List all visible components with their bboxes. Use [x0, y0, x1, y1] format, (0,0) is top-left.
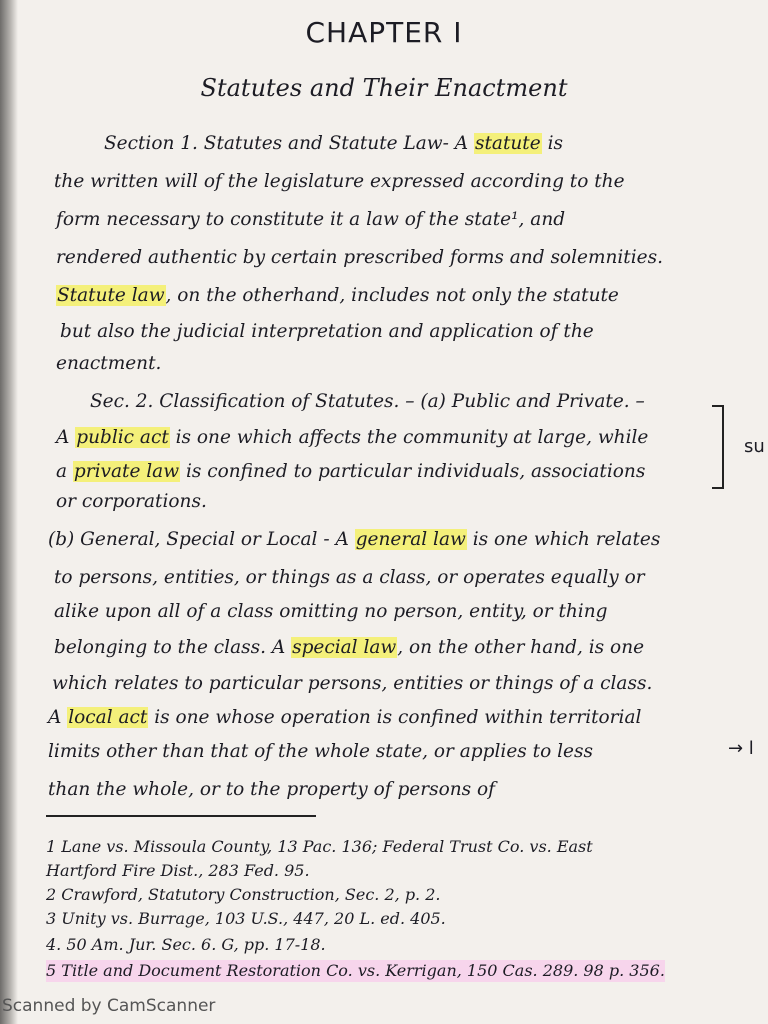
- sec2-line-8-start: belonging to the class. A: [54, 637, 292, 658]
- term-statute-law: Statute law: [57, 285, 165, 306]
- term-private-law: private law: [73, 461, 180, 482]
- footnote-1: 1 Lane vs. Missoula County, 13 Pac. 136; Federal Trust Co. vs. East: [46, 837, 593, 856]
- sec2-line-4: or corporations.: [56, 491, 207, 512]
- sec2-line-7: alike upon all of a class omitting no person, entity, or thing: [54, 601, 608, 622]
- sec1-line-6: but also the judicial interpretation and application of the: [60, 321, 594, 342]
- sec2-line-5-start: (b) General, Special or Local - A: [48, 529, 355, 550]
- sec2-line-5: [48, 528, 660, 552]
- margin-bracket: [712, 405, 724, 489]
- sec2-line-12: than the whole, or to the property of persons of: [48, 779, 495, 800]
- footnote-4: 4. 50 Am. Jur. Sec. 6. G, pp. 17-18.: [46, 935, 326, 954]
- sec1-line-7: enactment.: [56, 353, 162, 374]
- sec1-heading-text: Section 1. Statutes and Statute Law- A: [104, 133, 474, 154]
- footnote-5: 5 Title and Document Restoration Co. vs. Kerrigan, 150 Cas. 289. 98 p. 356.: [46, 961, 665, 980]
- sec2-line-3: [56, 460, 645, 484]
- sec1-line-5: [56, 284, 619, 308]
- sec2-line-9: which relates to particular persons, entities or things of a class.: [52, 673, 653, 694]
- term-statute: statute: [474, 133, 541, 154]
- sec2-line-3-end: is confined to particular individuals, associations: [180, 461, 646, 482]
- sec1-line-4: rendered authentic by certain prescribed forms and solemnities.: [56, 247, 663, 268]
- sec2-line-2-start: A: [56, 427, 76, 448]
- sec2-line-6: to persons, entities, or things as a class, or operates equally or: [54, 567, 645, 588]
- margin-note-arrow: → l: [728, 738, 754, 759]
- margin-note-su: su: [744, 436, 765, 457]
- term-public-act: public act: [76, 427, 169, 448]
- sec2-line-2-end: is one which affects the community at large, while: [169, 427, 649, 448]
- sec2-line-10-end: is one whose operation is confined within territorial: [148, 707, 642, 728]
- page-edge-shadow: [0, 0, 18, 1024]
- term-general-law: general law: [355, 529, 466, 550]
- sec1-line-5-end: , on the otherhand, includes not only the statute: [165, 285, 619, 306]
- term-local-act: local act: [68, 707, 148, 728]
- footnote-divider: [46, 815, 316, 817]
- sec1-line-1: [104, 132, 563, 156]
- sec2-line-8-end: , on the other hand, is one: [397, 637, 645, 658]
- sec1-line-2: the written will of the legislature expressed according to the: [54, 171, 625, 192]
- sec2-line-8: [54, 636, 644, 660]
- chapter-subtitle: Statutes and Their Enactment: [200, 74, 568, 102]
- sec1-line-3: form necessary to constitute it a law of the state¹, and: [56, 209, 566, 230]
- footnote-2: 2 Crawford, Statutory Construction, Sec. 2, p. 2.: [46, 885, 441, 904]
- sec2-line-10: [48, 706, 641, 730]
- term-special-law: special law: [292, 637, 397, 658]
- sec1-line-1-end: is: [541, 133, 563, 154]
- footnote-1-cont: Hartford Fire Dist., 283 Fed. 95.: [46, 861, 310, 880]
- scanner-watermark: Scanned by CamScanner: [2, 996, 216, 1016]
- chapter-title: CHAPTER I: [305, 16, 463, 49]
- sec2-line-10-start: A: [48, 707, 68, 728]
- sec2-line-1: Sec. 2. Classification of Statutes. – (a) Public and Private. –: [90, 391, 645, 412]
- sec2-line-2: [56, 426, 648, 450]
- footnote-3: 3 Unity vs. Burrage, 103 U.S., 447, 20 L. ed. 405.: [46, 909, 446, 928]
- sec2-line-11: limits other than that of the whole state, or applies to less: [48, 741, 593, 762]
- sec2-line-3-start: a: [56, 461, 73, 482]
- sec2-line-5-end: is one which relates: [466, 529, 661, 550]
